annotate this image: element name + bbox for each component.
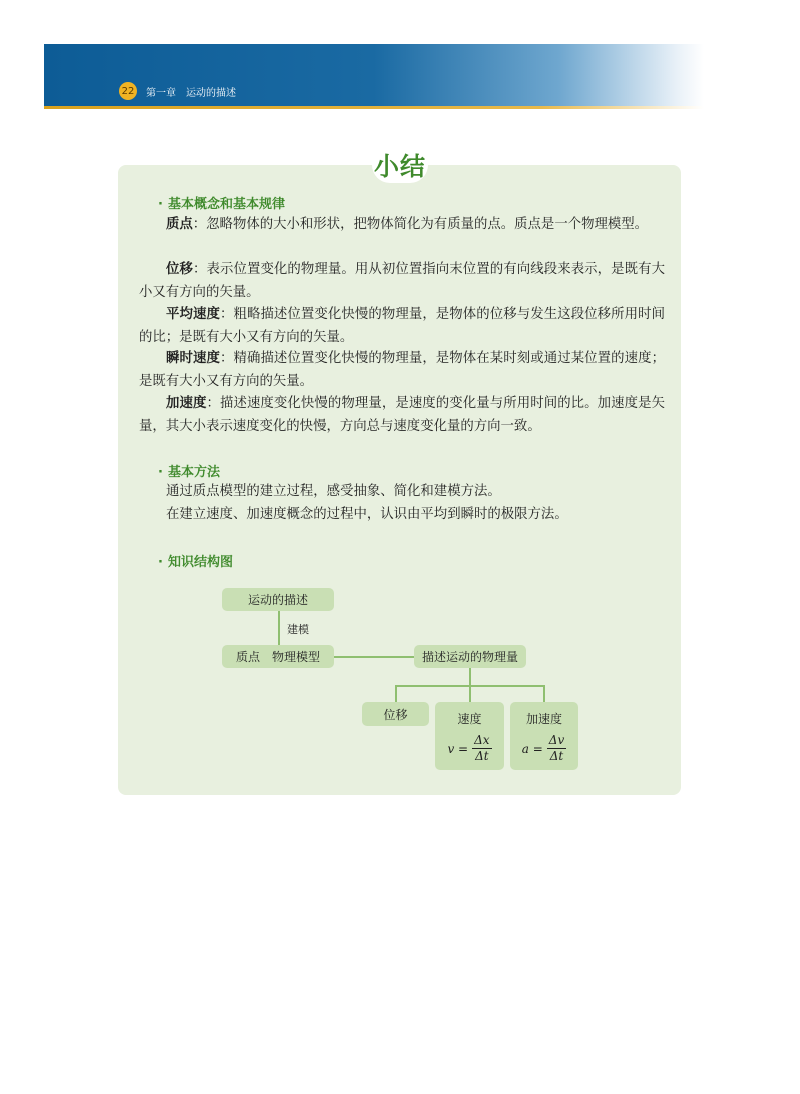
velocity-lhs: v = [447, 741, 469, 756]
acceleration-fraction [547, 733, 566, 764]
node-physical-quantities: 描述运动的物理量 [414, 645, 526, 668]
concept-paragraph: 瞬时速度：精确描述位置变化快慢的物理量，是物体在某时刻或通过某位置的速度；是既有大小又有方向的矢量。 [139, 350, 666, 389]
node-particle-model: 质点 物理模型 [222, 645, 334, 668]
chapter-title: 运动的描述 [186, 88, 236, 99]
connector-branch-acceleration [543, 685, 545, 702]
velocity-denominator: Δt [475, 749, 489, 763]
connector-root-model [278, 611, 280, 645]
running-header [146, 84, 236, 99]
header-band [44, 44, 704, 106]
method-line: 通过质点模型的建立过程，感受抽象、简化和建模方法。 [166, 484, 501, 499]
summary-title: 小结 [372, 147, 428, 183]
concept-term: 瞬时速度 [166, 350, 220, 366]
section-heading-methods [158, 461, 220, 480]
bullet-dot: · [158, 465, 163, 480]
section-heading-text: 基本概念和基本规律 [167, 197, 285, 212]
concept-term: 质点 [166, 216, 193, 232]
concept-paragraph: 位移：表示位置变化的物理量。用从初位置指向末位置的有向线段来表示，是既有大小又有方向的矢量。 [139, 261, 666, 300]
velocity-label: 速度 [457, 712, 482, 726]
concept-paragraph: 质点：忽略物体的大小和形状，把物体简化为有质量的点。质点是一个物理模型。 [166, 216, 649, 232]
edge-label-modeling: 建模 [287, 623, 309, 636]
method-line: 在建立速度、加速度概念的过程中，认识由平均到瞬时的极限方法。 [166, 507, 568, 522]
acceleration-label: 加速度 [525, 712, 562, 726]
concept-term: 位移 [166, 261, 193, 277]
header-rule [44, 106, 704, 109]
bullet-dot: · [158, 555, 163, 570]
section-heading-text: 知识结构图 [167, 555, 233, 570]
node-displacement: 位移 [362, 702, 429, 726]
node-velocity [435, 702, 504, 770]
velocity-numerator: Δx [474, 733, 490, 747]
velocity-fraction [472, 733, 491, 764]
concept-text: 忽略物体的大小和形状，把物体简化为有质量的点。质点是一个物理模型。 [206, 217, 649, 232]
bullet-dot: · [158, 197, 163, 212]
chapter-number: 第一章 [146, 88, 176, 99]
section-heading-concepts [158, 193, 285, 212]
connector-model-quantities [334, 656, 414, 658]
connector-branch-velocity [469, 685, 471, 702]
concept-paragraph: 平均速度：粗略描述位置变化快慢的物理量，是物体的位移与发生这段位移所用时间的比；是既有大小又有方向的矢量。 [139, 306, 666, 345]
node-root: 运动的描述 [222, 588, 334, 611]
connector-quantities-branch [469, 668, 471, 686]
section-heading-structure [158, 551, 233, 570]
node-acceleration [510, 702, 578, 770]
concept-text: 表示位置变化的物理量。用从初位置指向末位置的有向线段来表示，是既有大小又有方向的矢量。 [139, 262, 666, 300]
acceleration-lhs: a = [521, 741, 543, 756]
velocity-formula [447, 733, 491, 764]
concept-term: 加速度 [166, 395, 207, 411]
concept-paragraph: 加速度：描述速度变化快慢的物理量，是速度的变化量与所用时间的比。加速度是矢量，其大小表示速度变化的快慢，方向总与速度变化量的方向一致。 [139, 395, 666, 434]
page-number-badge: 22 [119, 82, 137, 100]
section-heading-text: 基本方法 [167, 465, 220, 480]
acceleration-formula [522, 733, 566, 764]
acceleration-denominator: Δt [549, 749, 564, 763]
concept-text: 描述速度变化快慢的物理量，是速度的变化量与所用时间的比。加速度是矢量，其大小表示速度变化的快慢，方向总与速度变化量的方向一致。 [139, 396, 666, 434]
concept-text: 粗略描述位置变化快慢的物理量，是物体的位移与发生这段位移所用时间的比；是既有大小又有方向的矢量。 [139, 307, 666, 345]
concept-text: 精确描述位置变化快慢的物理量，是物体在某时刻或通过某位置的速度；是既有大小又有方向的矢量。 [139, 351, 666, 389]
connector-branch-displacement [395, 685, 397, 703]
concept-term: 平均速度 [166, 306, 220, 322]
acceleration-numerator: Δv [548, 733, 565, 747]
